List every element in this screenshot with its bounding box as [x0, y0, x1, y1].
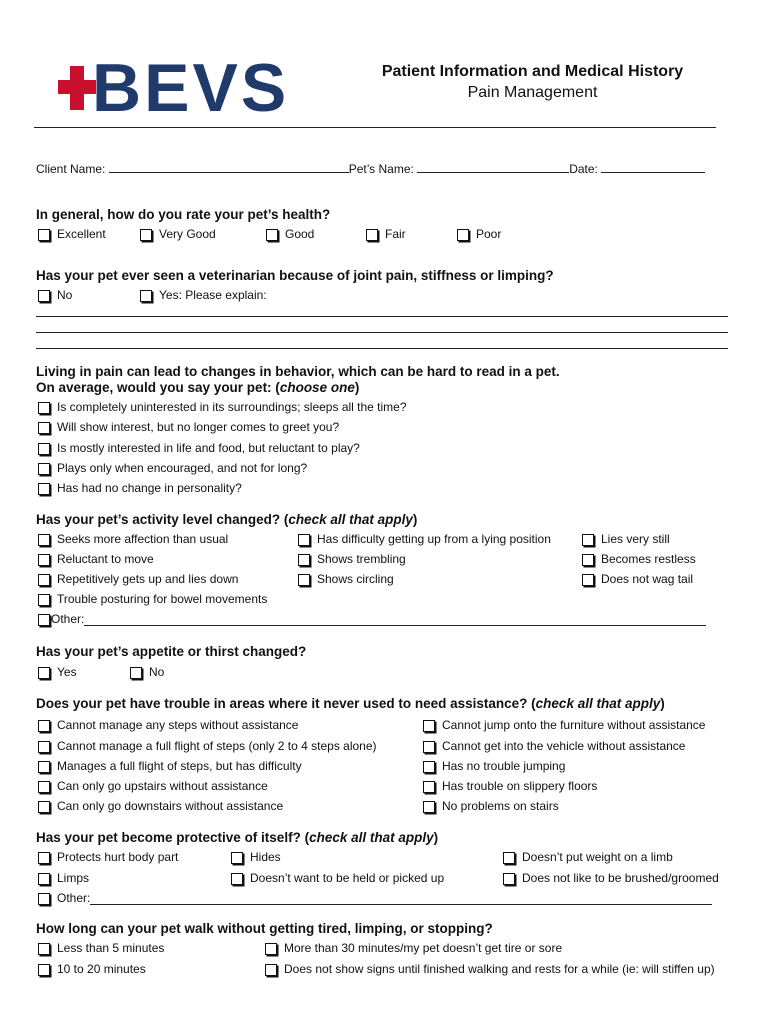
activity-option[interactable] [582, 552, 696, 567]
assistance-option[interactable] [423, 759, 565, 774]
pet-name-label: Pet’s Name: [348, 162, 414, 176]
option-label: Manages a full flight of steps, but has difficulty [57, 759, 302, 773]
checkbox[interactable] [265, 964, 277, 976]
checkbox[interactable] [38, 781, 50, 793]
checkbox[interactable] [582, 554, 594, 566]
checkbox[interactable] [38, 483, 50, 495]
behavior-question-line1: Living in pain can lead to changes in behavior, which can be hard to read in a pet. [36, 364, 560, 379]
checkbox[interactable] [423, 720, 435, 732]
appetite-option-yes[interactable] [38, 665, 77, 680]
question-text: ) [412, 512, 418, 527]
option-label: No [149, 665, 165, 679]
option-label: Doesn’t want to be held or picked up [250, 871, 445, 885]
explain-line[interactable] [36, 348, 728, 349]
walk-option[interactable] [38, 962, 146, 977]
question-text: ) [660, 696, 665, 711]
health-option[interactable] [366, 227, 406, 242]
checkbox[interactable] [366, 229, 378, 241]
joint-option-yes[interactable] [140, 288, 267, 303]
behavior-option[interactable] [38, 441, 360, 456]
option-label: Yes [57, 665, 77, 679]
checkbox[interactable] [266, 229, 278, 241]
checkbox[interactable] [423, 741, 435, 753]
checkbox[interactable] [38, 873, 50, 885]
other-field[interactable] [84, 613, 706, 626]
question-text: ) [354, 380, 360, 395]
checkbox[interactable] [298, 554, 310, 566]
activity-option[interactable] [582, 532, 670, 547]
option-label: Is mostly interested in life and food, but reluctant to play? [57, 441, 360, 455]
option-label: Does not like to be brushed/groomed [522, 871, 719, 885]
protective-option[interactable] [38, 850, 178, 865]
option-label: Trouble posturing for bowel movements [57, 592, 268, 606]
option-label: Has trouble on slippery floors [442, 779, 598, 793]
behavior-option[interactable] [38, 481, 242, 496]
option-label: Excellent [57, 227, 106, 241]
assistance-option[interactable] [423, 779, 597, 794]
option-label: Will show interest, but no longer comes to greet you? [57, 420, 340, 434]
option-label: Has had no change in personality? [57, 481, 242, 495]
checkbox[interactable] [503, 873, 515, 885]
checkbox[interactable] [231, 852, 243, 864]
checkbox[interactable] [38, 443, 50, 455]
checkbox[interactable] [140, 229, 152, 241]
activity-option[interactable] [298, 552, 406, 567]
checkbox[interactable] [38, 801, 50, 813]
option-label: Seeks more affection than usual [57, 532, 229, 546]
health-option[interactable] [457, 227, 501, 242]
option-label: More than 30 minutes/my pet doesn’t get tire or sore [284, 941, 563, 955]
activity-option[interactable] [38, 532, 228, 547]
option-label: Hides [250, 850, 281, 864]
checkbox[interactable] [38, 534, 50, 546]
activity-option[interactable] [582, 572, 693, 587]
protective-option[interactable] [503, 850, 673, 865]
assistance-option[interactable] [38, 759, 302, 774]
checkbox[interactable] [457, 229, 469, 241]
question-emphasis: check all that apply [288, 512, 413, 527]
client-name-label: Client Name: [36, 162, 106, 176]
health-option[interactable] [140, 227, 216, 242]
appetite-option-no[interactable] [130, 665, 164, 680]
behavior-option[interactable] [38, 420, 339, 435]
assistance-option[interactable] [38, 799, 283, 814]
other-field[interactable] [90, 892, 712, 905]
activity-other[interactable] [38, 612, 706, 627]
checkbox[interactable] [38, 852, 50, 864]
checkbox[interactable] [140, 290, 152, 302]
assistance-option[interactable] [38, 718, 298, 733]
assistance-option[interactable] [38, 739, 377, 754]
option-label: Cannot manage a full flight of steps (only 2 to 4 steps alone) [57, 739, 377, 753]
checkbox[interactable] [38, 893, 50, 905]
form-subtitle: Pain Management [467, 84, 598, 101]
checkbox[interactable] [423, 781, 435, 793]
header-divider [34, 127, 716, 128]
activity-option[interactable] [38, 552, 154, 567]
option-label: Has no trouble jumping [442, 759, 566, 773]
behavior-question-line2 [36, 380, 359, 396]
checkbox[interactable] [38, 554, 50, 566]
option-label: Less than 5 minutes [57, 941, 165, 955]
other-label: Other: [51, 612, 85, 626]
logo-text: BEVS [92, 50, 290, 126]
option-label: Yes: Please explain: [159, 288, 267, 302]
question-emphasis: check all that apply [309, 830, 434, 845]
date-field[interactable] [601, 160, 705, 173]
explain-line[interactable] [36, 332, 728, 333]
option-label: Can only go upstairs without assistance [57, 779, 268, 793]
question-text: Has your pet’s activity level changed? ( [36, 512, 289, 527]
assistance-option[interactable] [423, 799, 559, 814]
checkbox[interactable] [298, 534, 310, 546]
option-label: Cannot get into the vehicle without assistance [442, 739, 686, 753]
appetite-question: Has your pet’s appetite or thirst changed? [36, 644, 307, 659]
protective-option[interactable] [503, 871, 719, 886]
checkbox[interactable] [38, 594, 50, 606]
checkbox[interactable] [582, 534, 594, 546]
option-label: Has difficulty getting up from a lying position [317, 532, 551, 546]
assistance-option[interactable] [423, 739, 685, 754]
checkbox[interactable] [38, 422, 50, 434]
option-label: Becomes restless [601, 552, 696, 566]
option-label: Protects hurt body part [57, 850, 179, 864]
option-label: Cannot manage any steps without assistance [57, 718, 299, 732]
activity-question [36, 512, 417, 528]
walk-question: How long can your pet walk without getting tired, limping, or stopping? [36, 921, 493, 936]
checkbox[interactable] [423, 761, 435, 773]
health-question: In general, how do you rate your pet’s health? [36, 207, 331, 222]
joint-pain-question: Has your pet ever seen a veterinarian because of joint pain, stiffness or limping? [36, 268, 554, 283]
checkbox[interactable] [38, 720, 50, 732]
form-title: Patient Information and Medical History [381, 63, 684, 80]
checkbox[interactable] [38, 667, 50, 679]
activity-option[interactable] [298, 532, 551, 547]
protective-option[interactable] [231, 871, 444, 886]
activity-option[interactable] [298, 572, 394, 587]
activity-option[interactable] [38, 592, 267, 607]
option-label: Does not show signs until finished walking and rests for a while (ie: will stiffen up) [284, 962, 715, 976]
option-label: Repetitively gets up and lies down [57, 572, 239, 586]
checkbox[interactable] [38, 943, 50, 955]
option-label: 10 to 20 minutes [57, 962, 146, 976]
date-label: Date: [569, 162, 598, 176]
health-option[interactable] [38, 227, 106, 242]
protective-other[interactable] [38, 891, 712, 906]
checkbox[interactable] [38, 614, 50, 626]
checkbox[interactable] [38, 463, 50, 475]
option-label: Shows circling [317, 572, 394, 586]
option-label: Is completely uninterested in its surroundings; sleeps all the time? [57, 400, 407, 414]
question-text: Has your pet become protective of itself? ( [36, 830, 310, 845]
walk-option[interactable] [265, 941, 562, 956]
checkbox[interactable] [582, 574, 594, 586]
checkbox[interactable] [298, 574, 310, 586]
bevs-logo [58, 50, 298, 126]
pet-name-field[interactable] [417, 160, 569, 173]
option-label: Can only go downstairs without assistance [57, 799, 284, 813]
assistance-option[interactable] [38, 779, 268, 794]
assistance-question [36, 696, 665, 712]
question-emphasis: choose one [279, 380, 355, 395]
checkbox[interactable] [231, 873, 243, 885]
behavior-option[interactable] [38, 461, 307, 476]
health-option[interactable] [266, 227, 314, 242]
question-text: Does your pet have trouble in areas where it never used to need assistance? ( [36, 696, 536, 711]
red-cross-bar [58, 80, 96, 94]
walk-option[interactable] [265, 962, 715, 977]
option-label: No problems on stairs [442, 799, 559, 813]
joint-option-no[interactable] [38, 288, 72, 303]
checkbox[interactable] [265, 943, 277, 955]
checkbox[interactable] [38, 574, 50, 586]
option-label: Plays only when encouraged, and not for long? [57, 461, 308, 475]
checkbox[interactable] [130, 667, 142, 679]
checkbox[interactable] [38, 964, 50, 976]
other-label: Other: [57, 891, 91, 905]
checkbox[interactable] [38, 229, 50, 241]
question-text: ) [433, 830, 439, 845]
option-label: Lies very still [601, 532, 670, 546]
checkbox[interactable] [38, 741, 50, 753]
client-info-row [36, 160, 705, 177]
checkbox[interactable] [503, 852, 515, 864]
checkbox[interactable] [38, 290, 50, 302]
question-emphasis: check all that apply [535, 696, 661, 711]
option-label: Limps [57, 871, 90, 885]
option-label: Very Good [159, 227, 216, 241]
activity-option[interactable] [38, 572, 238, 587]
client-name-field[interactable] [109, 160, 349, 173]
form-title-block [330, 62, 735, 104]
option-label: Shows trembling [317, 552, 406, 566]
behavior-option[interactable] [38, 400, 407, 415]
option-label: Doesn’t put weight on a limb [522, 850, 673, 864]
explain-line[interactable] [36, 316, 728, 317]
option-label: Fair [385, 227, 406, 241]
protective-question [36, 830, 438, 846]
checkbox[interactable] [38, 761, 50, 773]
option-label: Does not wag tail [601, 572, 694, 586]
assistance-option[interactable] [423, 718, 705, 733]
question-text: On average, would you say your pet: ( [36, 380, 280, 395]
option-label: Reluctant to move [57, 552, 154, 566]
option-label: No [57, 288, 73, 302]
walk-option[interactable] [38, 941, 164, 956]
checkbox[interactable] [423, 801, 435, 813]
protective-option[interactable] [231, 850, 281, 865]
option-label: Poor [476, 227, 502, 241]
protective-option[interactable] [38, 871, 89, 886]
checkbox[interactable] [38, 402, 50, 414]
option-label: Cannot jump onto the furniture without assistance [442, 718, 706, 732]
option-label: Good [285, 227, 315, 241]
